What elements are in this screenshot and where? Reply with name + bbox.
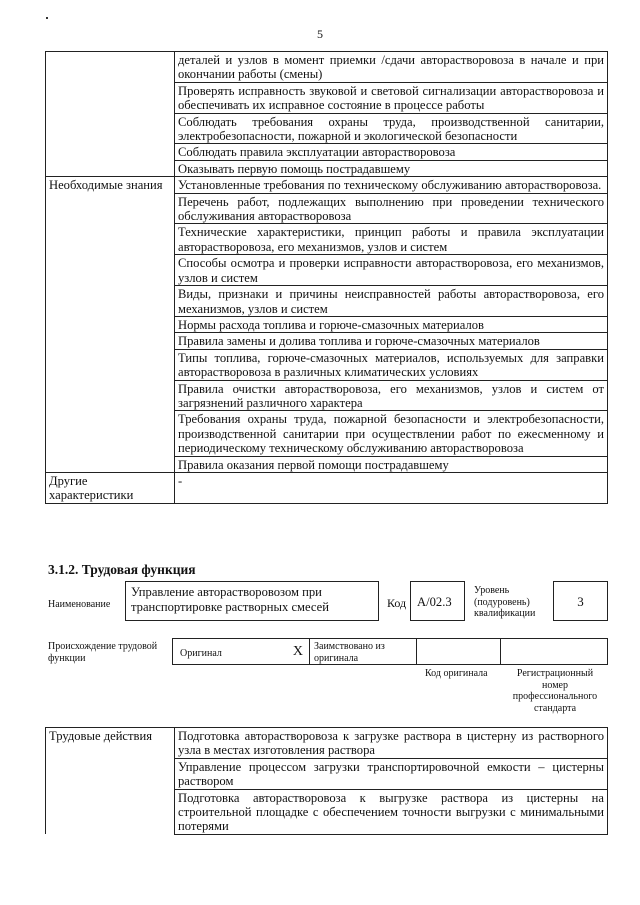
code-original-label: Код оригинала	[425, 668, 488, 679]
knowledge-item: Виды, признаки и причины неисправностей работы авторастворовоза, его механизмов, узлов и систем	[175, 286, 608, 317]
level-value: 3	[577, 594, 584, 609]
knowledge-label: Необходимые знания	[46, 177, 175, 473]
reg-number-label: Регистрационный номер профессионального стандарта	[512, 668, 598, 714]
name-label: Наименование	[48, 599, 111, 610]
knowledge-item: Правила замены и долива топлива и горюче-смазочных материалов	[175, 333, 608, 349]
other-value: -	[175, 472, 608, 503]
table-row	[46, 472, 608, 503]
code-label: Код	[387, 596, 407, 610]
original-mark: X	[292, 644, 303, 659]
origin-label: Происхождение трудовой функции	[48, 641, 158, 664]
knowledge-item: Нормы расхода топлива и горюче-смазочных материалов	[175, 316, 608, 332]
knowledge-item: Правила очистки авторастворовоза, его механизмов, узлов и систем от загрязнений различного характера	[175, 380, 608, 411]
section-title: 3.1.2. Трудовая функция	[48, 562, 196, 577]
knowledge-item: Технические характеристики, принцип работы и правила эксплуатации авторастворовоза, его механизмов, узлов и систем	[175, 224, 608, 255]
borrowed-box	[309, 638, 417, 665]
table-row	[46, 52, 608, 83]
level-box	[553, 581, 608, 621]
knowledge-item: Установленные требования по техническому обслуживанию авторастворовоза.	[175, 177, 608, 193]
reg-number-box	[500, 638, 608, 665]
actions-label: Трудовые действия	[46, 728, 175, 835]
other-label: Другие характеристики	[46, 472, 175, 503]
page-number: 5	[317, 27, 323, 41]
name-value: Управление авторастворовозом при транспортировке растворных смесей	[131, 585, 329, 614]
borrowed-label: Заимствовано из оригинала	[314, 641, 385, 664]
skill-item: Соблюдать правила эксплуатации авторастворовоза	[175, 144, 608, 160]
original-box	[172, 638, 310, 665]
name-box	[125, 581, 379, 621]
action-item: Подготовка авторастворовоза к выгрузке раствора из цистерны на строительной площадке с обеспечением точности выгрузки с минимальными потерями	[175, 789, 608, 834]
skills-label-cell	[46, 52, 175, 177]
action-item: Управление процессом загрузки транспортировочной емкости – цистерны раствором	[175, 758, 608, 789]
skill-item: Проверять исправность звуковой и световой сигнализации авторастворовоза и обеспечивать их исправное состояние в процессе работы	[175, 82, 608, 113]
action-item: Подготовка авторастворовоза к загрузке раствора в цистерну из растворного узла в местах изготовления раствора	[175, 728, 608, 759]
level-label: Уровень (подуровень) квалификации	[474, 585, 536, 619]
knowledge-item: Способы осмотра и проверки исправности авторастворовоза, его механизмов, узлов и систем	[175, 255, 608, 286]
original-label: Оригинал	[180, 648, 222, 659]
table-row	[46, 728, 608, 759]
scan-dot	[46, 17, 48, 19]
table-row	[46, 177, 608, 193]
knowledge-item: Перечень работ, подлежащих выполнению при проведении технического обслуживания авторастворовоза	[175, 193, 608, 224]
competencies-table	[45, 51, 608, 504]
knowledge-item: Требования охраны труда, пожарной безопасности и электробезопасности, производственной санитарии при осуществлении работ по ежесменному и периодическому техническому обслуживанию авторастворовоза	[175, 411, 608, 456]
skill-item: Соблюдать требования охраны труда, производственной санитарии, электробезопасности, пожарной и экологической безопасности	[175, 113, 608, 144]
knowledge-item: Типы топлива, горюче-смазочных материалов, используемых для заправки авторастворовоза в различных климатических условиях	[175, 349, 608, 380]
actions-table	[45, 727, 608, 835]
code-value: A/02.3	[417, 595, 452, 609]
skill-item: деталей и узлов в момент приемки /сдачи авторастворовоза в начале и при окончании работы (смены)	[175, 52, 608, 83]
knowledge-item: Правила оказания первой помощи пострадавшему	[175, 456, 608, 472]
skill-item: Оказывать первую помощь пострадавшему	[175, 160, 608, 176]
code-box	[410, 581, 465, 621]
code-original-box	[416, 638, 501, 665]
